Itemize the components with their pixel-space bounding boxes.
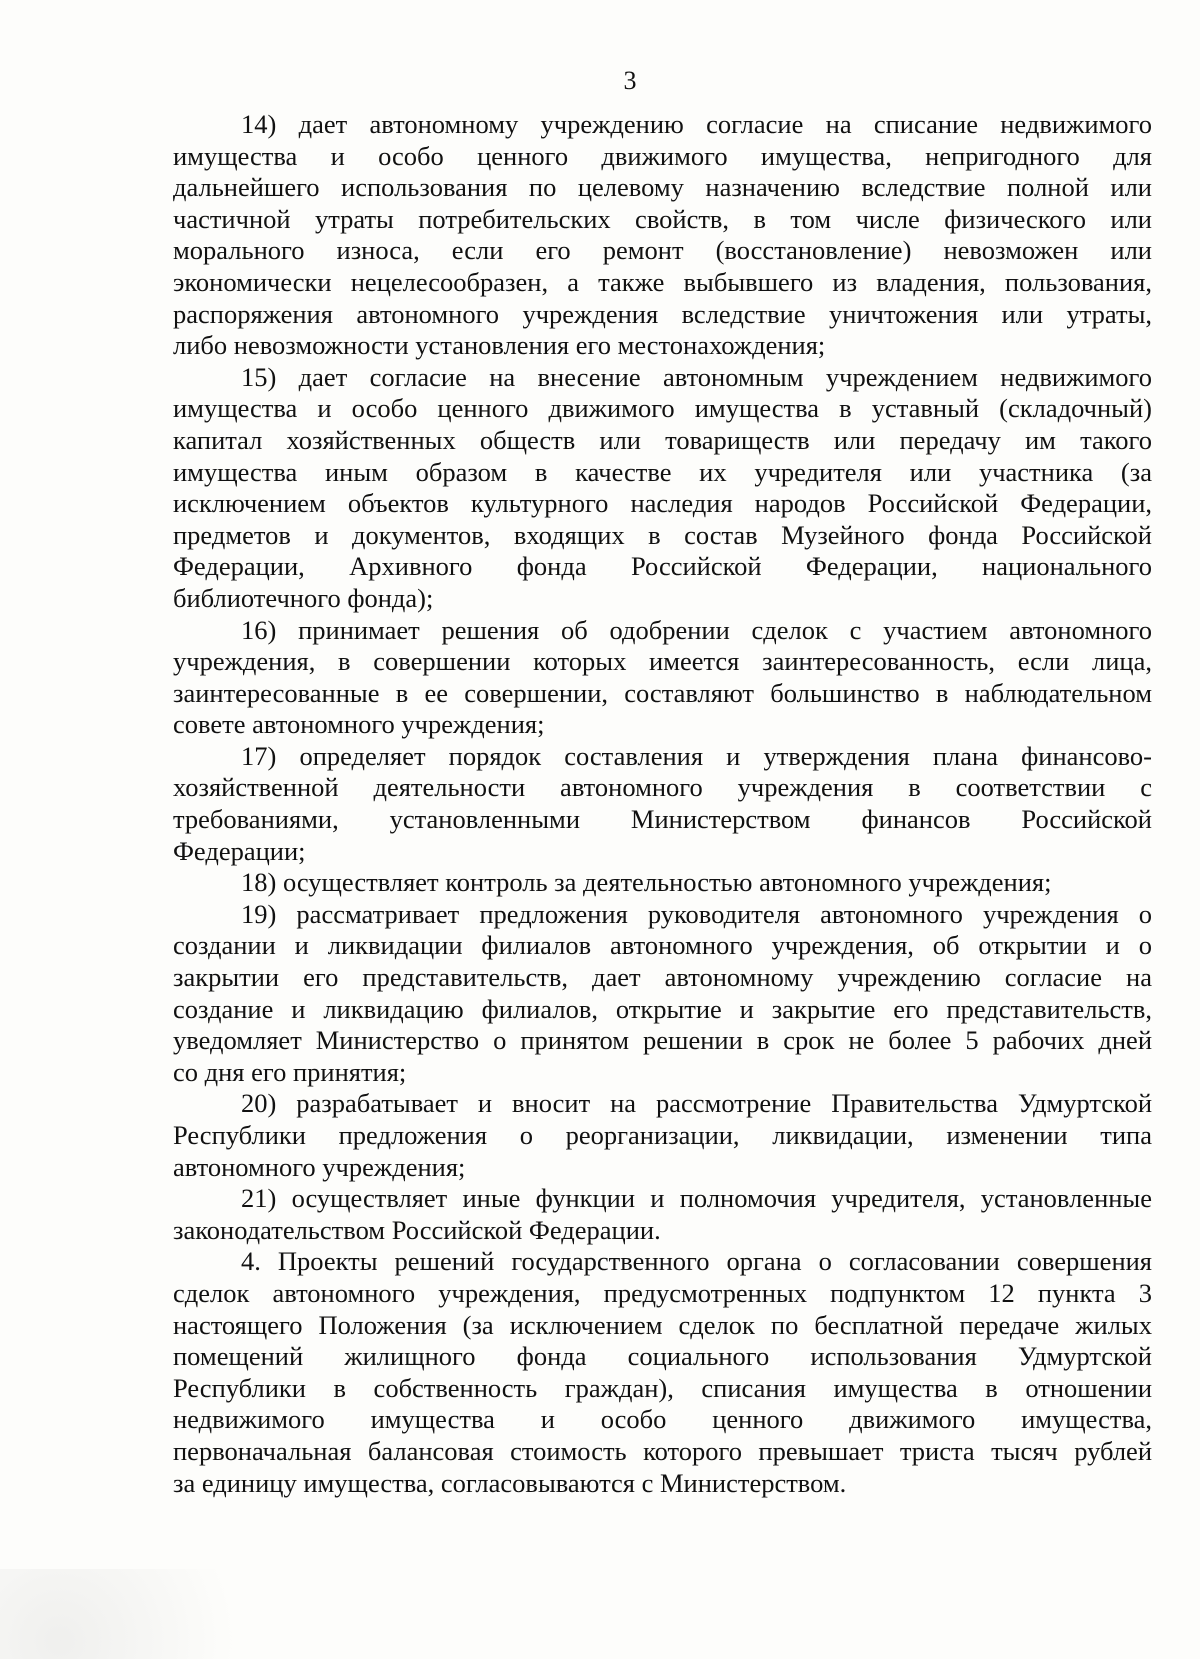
text-line: законодательством Российской Федерации.: [173, 1214, 661, 1245]
text-line: экономически нецелесообразен, а также выбывшего из владения, пользования,: [173, 266, 1152, 297]
text-line: совете автономного учреждения;: [173, 709, 545, 740]
scan-artifact: [0, 1569, 300, 1659]
text-line: 17) определяет порядок составления и утверждения плана финансово-: [241, 740, 1152, 771]
text-line: морального износа, если его ремонт (восстановление) невозможен или: [173, 235, 1152, 266]
text-line: недвижимого имущества и особо ценного движимого имущества,: [173, 1404, 1152, 1435]
paragraph: [173, 362, 1152, 615]
text-line: 21) осуществляет иные функции и полномочия учредителя, установленные: [241, 1183, 1152, 1214]
text-line: имущества и особо ценного движимого имущества, непригодного для: [173, 140, 1152, 171]
document-body: [173, 109, 1152, 1499]
text-line: заинтересованные в ее совершении, составляют большинство в наблюдательном: [173, 677, 1152, 708]
text-line: автономного учреждения;: [173, 1151, 466, 1182]
text-line: помещений жилищного фонда социального использования Удмуртской: [173, 1341, 1152, 1372]
text-line: учреждения, в совершении которых имеется заинтересованность, если лица,: [173, 646, 1152, 677]
text-line: имущества и особо ценного движимого имущества в уставный (складочный): [173, 393, 1152, 424]
text-line: 18) осуществляет контроль за деятельностью автономного учреждения;: [241, 867, 1052, 898]
text-line: Федерации;: [173, 835, 306, 866]
text-line: создании и ликвидации филиалов автономного учреждения, об открытии и о: [173, 930, 1152, 961]
text-line: за единицу имущества, согласовываются с Министерством.: [173, 1467, 847, 1498]
text-line: предметов и документов, входящих в состав Музейного фонда Российской: [173, 519, 1152, 550]
text-line: 20) разрабатывает и вносит на рассмотрение Правительства Удмуртской: [241, 1088, 1152, 1119]
paragraph: [173, 1183, 1152, 1246]
text-line: имущества иным образом в качестве их учредителя или участника (за: [173, 456, 1152, 487]
text-line: распоряжения автономного учреждения вследствие уничтожения или утраты,: [173, 298, 1152, 329]
text-line: настоящего Положения (за исключением сделок по бесплатной передаче жилых: [173, 1309, 1152, 1340]
text-line: сделок автономного учреждения, предусмотренных подпунктом 12 пункта 3: [173, 1277, 1152, 1308]
text-line: первоначальная балансовая стоимость которого превышает триста тысяч рублей: [173, 1435, 1152, 1466]
text-line: Республики предложения о реорганизации, ликвидации, изменении типа: [173, 1120, 1152, 1150]
paragraph: [173, 899, 1152, 1089]
text-line: уведомляет Министерство о принятом решении в срок не более 5 рабочих дней: [173, 1025, 1152, 1056]
text-line: 19) рассматривает предложения руководителя автономного учреждения о: [241, 898, 1152, 929]
text-line: Республики в собственность граждан), списания имущества в отношении: [173, 1372, 1152, 1403]
text-line: исключением объектов культурного наследия народов Российской Федерации,: [173, 488, 1152, 519]
paragraph: [173, 867, 1152, 899]
text-line: библиотечного фонда);: [173, 582, 434, 613]
paragraph: [173, 1088, 1152, 1183]
paragraph: [173, 1246, 1152, 1499]
text-line: 16) принимает решения об одобрении сделок с участием автономного: [241, 614, 1152, 645]
page-number: 3: [623, 66, 637, 95]
text-line: 14) дает автономному учреждению согласие на списание недвижимого: [241, 109, 1152, 139]
text-line: частичной утраты потребительских свойств, в том числе физического или: [173, 203, 1152, 234]
text-line: 15) дает согласие на внесение автономным учреждением недвижимого: [241, 361, 1152, 392]
text-line: со дня его принятия;: [173, 1056, 407, 1087]
text-line: хозяйственной деятельности автономного учреждения в соответствии с: [173, 772, 1152, 803]
text-line: закрытии его представительств, дает автономному учреждению согласие на: [173, 962, 1152, 993]
paragraph: [173, 741, 1152, 867]
text-line: либо невозможности установления его местонахождения;: [173, 330, 826, 361]
paragraph: [173, 615, 1152, 741]
paragraph: [173, 109, 1152, 362]
text-line: капитал хозяйственных обществ или товариществ или передачу им такого: [173, 424, 1152, 455]
text-line: требованиями, установленными Министерством финансов Российской: [173, 804, 1152, 835]
text-line: дальнейшего использования по целевому назначению вследствие полной или: [173, 172, 1152, 203]
text-line: 4. Проекты решений государственного органа о согласовании совершения: [241, 1246, 1152, 1277]
text-line: Федерации, Архивного фонда Российской Федерации, национального: [173, 551, 1152, 582]
text-line: создание и ликвидацию филиалов, открытие и закрытие его представительств,: [173, 993, 1152, 1024]
